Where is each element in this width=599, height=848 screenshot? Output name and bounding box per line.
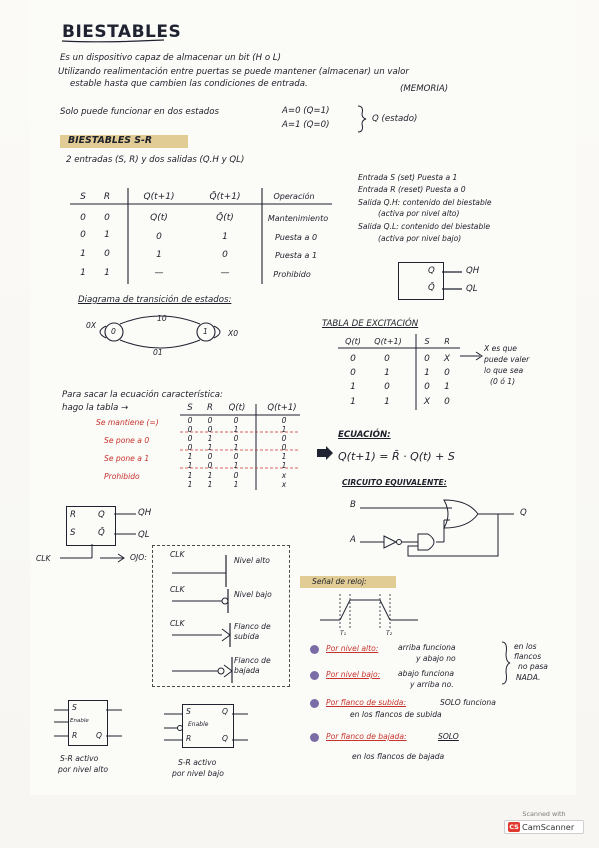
tt-header-q: Q(t+1) xyxy=(143,192,175,202)
pointer-arrow-icon xyxy=(316,446,334,460)
camscanner-name: CamScanner xyxy=(522,822,575,832)
section-sr-title: BIESTABLES S-R xyxy=(68,135,153,146)
char-cell: 0 xyxy=(207,416,213,425)
sr-block-q: Q xyxy=(98,510,105,520)
state-1: 1 xyxy=(203,327,208,336)
sr-block-ql: QL xyxy=(138,530,150,540)
circuit-title: CIRCUITO EQUIVALENTE: xyxy=(342,478,447,487)
exc-cell: X xyxy=(443,354,451,364)
tt-cell: 0 xyxy=(104,213,110,223)
camscanner-watermark xyxy=(504,810,584,842)
char-cell: 1 xyxy=(233,443,239,452)
transition-10: 10 xyxy=(157,314,167,323)
ojo-label: OJO: xyxy=(130,553,147,562)
signal-title: Señal de reloj: xyxy=(312,577,367,586)
sr-high-q: Q xyxy=(96,731,102,740)
brace-text-3: no pasa xyxy=(518,662,548,671)
exc-cell: 0 xyxy=(384,354,390,364)
tt-header-op: Operación xyxy=(273,192,315,201)
char-label-1: Se pone a 0 xyxy=(104,436,150,445)
sr-block-qbar: Q̄ xyxy=(98,528,105,538)
char-cell: 1 xyxy=(233,480,239,489)
bullet-icon xyxy=(310,733,319,742)
bullet-3-text-2: en los flancos de subida xyxy=(350,710,442,719)
circuit-q: Q xyxy=(520,508,527,518)
tt-cell: 0 xyxy=(104,249,110,259)
latch-ql: QL xyxy=(466,284,478,294)
bullet-3-title: Por flanco de subida: xyxy=(326,698,407,707)
io-desc-6: (activa por nivel bajo) xyxy=(378,234,462,243)
section-sr-inputs: 2 entradas (S, R) y dos salidas (Q.H y QL) xyxy=(66,155,245,165)
excitation-title: TABLA DE EXCITACIÓN xyxy=(322,319,419,329)
sr-low-q: Q xyxy=(222,707,228,716)
sr-high-r: R xyxy=(72,731,78,740)
tt-cell: 0 xyxy=(156,232,162,242)
tt-cell: 1 xyxy=(80,249,86,259)
tt-cell: Puesta a 1 xyxy=(274,251,318,260)
equation-label: ECUACIÓN: xyxy=(338,430,391,440)
tt-cell: 0 xyxy=(80,213,86,223)
bullet-4-text: SOLO xyxy=(438,732,459,741)
sr-low-caption-2: por nivel bajo xyxy=(172,769,224,778)
state-b: A=1 (Q=0) xyxy=(282,120,330,130)
latch-outputs xyxy=(442,268,466,298)
char-cell: x xyxy=(281,480,287,489)
exc-cell: 0 xyxy=(424,354,430,364)
latch-symbol xyxy=(398,262,444,300)
state-0: 0 xyxy=(111,327,116,336)
tt-header-s: S xyxy=(80,192,86,202)
io-desc-4: (activa por nivel alto) xyxy=(378,209,460,218)
char-cell: 1 xyxy=(207,471,213,480)
tt-cell: 1 xyxy=(80,268,86,278)
char-cell: 0 xyxy=(207,452,213,461)
exc-note-4: (0 ó 1) xyxy=(490,377,516,386)
signal-t2: T₂ xyxy=(386,630,393,637)
clk-type-3-clk: CLK xyxy=(170,619,185,628)
bullet-1-text: arriba funciona xyxy=(398,643,456,652)
clk-type-2-clk: CLK xyxy=(170,585,185,594)
io-desc-3: Salida Q.H: contenido del biestable xyxy=(358,198,492,207)
tt-cell: — xyxy=(154,268,164,278)
char-cell: 0 xyxy=(233,452,239,461)
clock-signal xyxy=(300,590,430,640)
sr-block-s: S xyxy=(70,528,76,538)
sr-low-q2: Q xyxy=(222,734,228,743)
exc-cell: 0 xyxy=(384,382,390,392)
intro-line-1: Es un dispositivo capaz de almacenar un bit (H o L) xyxy=(60,53,281,63)
char-intro-1: Para sacar la ecuación característica: xyxy=(62,390,223,400)
brace-icon xyxy=(500,640,514,686)
exc-cell: 0 xyxy=(444,397,450,407)
exc-cell: 1 xyxy=(444,382,450,392)
clk-line xyxy=(60,540,130,564)
char-cell: 0 xyxy=(281,434,287,443)
sr-low-r: R xyxy=(186,734,192,743)
bullet-4-text-2: en los flancos de bajada xyxy=(352,752,445,761)
sr-low-caption-1: S-R activo xyxy=(178,758,217,767)
exc-cell: X xyxy=(423,397,431,407)
char-cell: 0 xyxy=(233,434,239,443)
exc-cell: 1 xyxy=(424,368,430,378)
char-cell: 0 xyxy=(207,425,213,434)
tt-cell: Mantenimiento xyxy=(267,214,329,223)
char-cell: 0 xyxy=(187,443,193,452)
exc-cell: 1 xyxy=(350,382,356,392)
char-cell: 1 xyxy=(281,461,287,470)
char-cell: 1 xyxy=(187,471,193,480)
bullet-1-text-2: y abajo no xyxy=(416,654,456,663)
tt-cell: Q(t) xyxy=(150,213,168,223)
brace-text-2: flancos xyxy=(514,652,542,661)
intro-line-3: estable hasta que cambien las condiciones de entrada. xyxy=(70,79,308,89)
exc-cell: 1 xyxy=(350,397,356,407)
latch-qh: QH xyxy=(466,266,480,276)
bullet-4-title: Por flanco de bajada: xyxy=(326,732,407,741)
camscanner-icon: CS xyxy=(509,823,519,831)
sr-high-s: S xyxy=(72,703,77,712)
char-header: Q(t) xyxy=(228,403,246,413)
clk-type-4-label: Flanco de bajada xyxy=(234,656,271,675)
tt-cell: Prohibido xyxy=(273,270,311,279)
latch-q: Q xyxy=(428,266,435,276)
sr-low-enable: Enable xyxy=(188,721,209,728)
transition-01: 01 xyxy=(153,348,163,357)
sr-block-r: R xyxy=(70,510,76,520)
char-header: R xyxy=(207,403,213,413)
clk-type-3-label: Flanco de subida xyxy=(234,622,271,641)
sr-low-s: S xyxy=(186,707,191,716)
loop-0: 0X xyxy=(86,321,97,330)
tt-cell: Q̄(t) xyxy=(216,213,234,223)
char-cell: 1 xyxy=(207,443,213,452)
tt-cell: — xyxy=(220,268,230,278)
state-a: A=0 (Q=1) xyxy=(282,106,330,116)
sr-block-qh: QH xyxy=(138,508,152,518)
sr-high-caption-1: S-R activo xyxy=(60,754,99,763)
exc-note-2: puede valer xyxy=(484,355,530,364)
clk-type-1-clk: CLK xyxy=(170,550,185,559)
exc-cell: 0 xyxy=(350,354,356,364)
char-cell: 1 xyxy=(187,452,193,461)
char-cell: 1 xyxy=(207,480,213,489)
char-cell: 1 xyxy=(281,452,287,461)
exc-note-1: X es que xyxy=(484,344,517,353)
signal-t1: T₁ xyxy=(340,630,347,637)
bullet-3-text: SOLO funciona xyxy=(440,698,496,707)
intro-line-2: Utilizando realimentación entre puertas se puede mantener (almacenar) un valor xyxy=(58,67,409,77)
tt-cell: 1 xyxy=(104,268,110,278)
exc-header: S xyxy=(424,337,430,346)
bullet-2-title: Por nivel bajo: xyxy=(326,670,381,679)
tt-header-qbar: Q̄(t+1) xyxy=(209,192,241,202)
title-underline xyxy=(60,38,170,44)
tt-cell: 0 xyxy=(80,230,86,240)
sr-high-enable: Enable xyxy=(70,718,89,724)
char-label-0: Se mantiene (=) xyxy=(96,418,159,427)
char-label-3: Prohibido xyxy=(104,472,140,481)
char-cell: 0 xyxy=(233,416,239,425)
char-cell: 0 xyxy=(281,416,287,425)
bullet-icon xyxy=(310,671,319,680)
char-cell: 0 xyxy=(187,425,193,434)
tt-cell: Puesta a 0 xyxy=(274,233,318,242)
io-desc-5: Salida Q.L: contenido del biestable xyxy=(358,222,491,231)
sr-low-wires xyxy=(160,704,260,754)
brace-text-1: en los xyxy=(514,642,537,651)
exc-cell: 1 xyxy=(384,397,390,407)
char-header: Q(t+1) xyxy=(267,403,297,413)
char-cell: 0 xyxy=(187,434,193,443)
clk-type-2-label: Nivel bajo xyxy=(234,590,272,599)
sr-high-caption-2: por nivel alto xyxy=(58,765,109,774)
equivalent-circuit xyxy=(348,494,538,558)
char-cell: 1 xyxy=(187,480,193,489)
bullet-icon xyxy=(310,645,319,654)
char-label-2: Se pone a 1 xyxy=(104,454,150,463)
exc-cell: 0 xyxy=(444,368,450,378)
estado-label: Q (estado) xyxy=(372,114,418,124)
exc-header: Q(t+1) xyxy=(374,337,402,346)
char-cell: 1 xyxy=(233,461,239,470)
tt-cell: 1 xyxy=(104,230,110,240)
brace-icon xyxy=(356,104,368,134)
bullet-2-text: abajo funciona xyxy=(398,669,454,678)
char-cell: 0 xyxy=(187,416,193,425)
io-desc-2: Entrada R (reset) Puesta a 0 xyxy=(358,185,466,194)
clk-type-1-label: Nivel alto xyxy=(234,556,270,565)
char-header: S xyxy=(187,403,193,413)
intro-line-4: Solo puede funcionar en dos estados xyxy=(60,107,219,117)
exc-cell: 1 xyxy=(384,368,390,378)
char-intro-2: hago la tabla → xyxy=(62,403,129,413)
clk-label: CLK xyxy=(36,554,51,563)
char-cell: 1 xyxy=(207,434,213,443)
char-cell: x xyxy=(281,471,287,480)
io-desc-1: Entrada S (set) Puesta a 1 xyxy=(358,173,458,182)
tt-cell: 1 xyxy=(222,232,228,242)
char-cell: 1 xyxy=(233,425,239,434)
exc-header: Q(t) xyxy=(345,337,361,346)
bullet-icon xyxy=(310,699,319,708)
char-cell: 1 xyxy=(187,461,193,470)
exc-cell: 0 xyxy=(350,368,356,378)
equation: Q(t+1) = R̄ · Q(t) + S xyxy=(338,450,455,463)
tt-header-r: R xyxy=(103,192,111,202)
latch-qbar: Q̄ xyxy=(428,283,435,293)
sr-high-wires xyxy=(50,700,130,750)
camscanner-logo xyxy=(504,820,584,834)
loop-1: X0 xyxy=(228,329,239,338)
char-cell: 0 xyxy=(233,471,239,480)
tt-cell: 1 xyxy=(156,250,162,260)
char-cell: 0 xyxy=(281,443,287,452)
exc-cell: 0 xyxy=(424,382,430,392)
exc-note-3: lo que sea xyxy=(484,366,524,375)
bullet-2-text-2: y arriba no. xyxy=(410,680,454,689)
brace-text-4: NADA. xyxy=(516,673,541,682)
char-grid xyxy=(180,414,310,494)
circuit-a: A xyxy=(350,535,356,545)
tt-cell: 0 xyxy=(222,250,228,260)
state-diagram-title: Diagrama de transición de estados: xyxy=(78,295,232,305)
page-title: BIESTABLES xyxy=(62,22,182,42)
bullet-1-title: Por nivel alto: xyxy=(326,644,379,653)
char-cell: 1 xyxy=(281,425,287,434)
memoria-label: (MEMORIA) xyxy=(400,84,449,94)
scanned-with-label: Scanned with xyxy=(522,810,566,818)
exc-header: R xyxy=(444,337,450,346)
circuit-b: B xyxy=(350,500,356,510)
char-cell: 0 xyxy=(207,461,213,470)
